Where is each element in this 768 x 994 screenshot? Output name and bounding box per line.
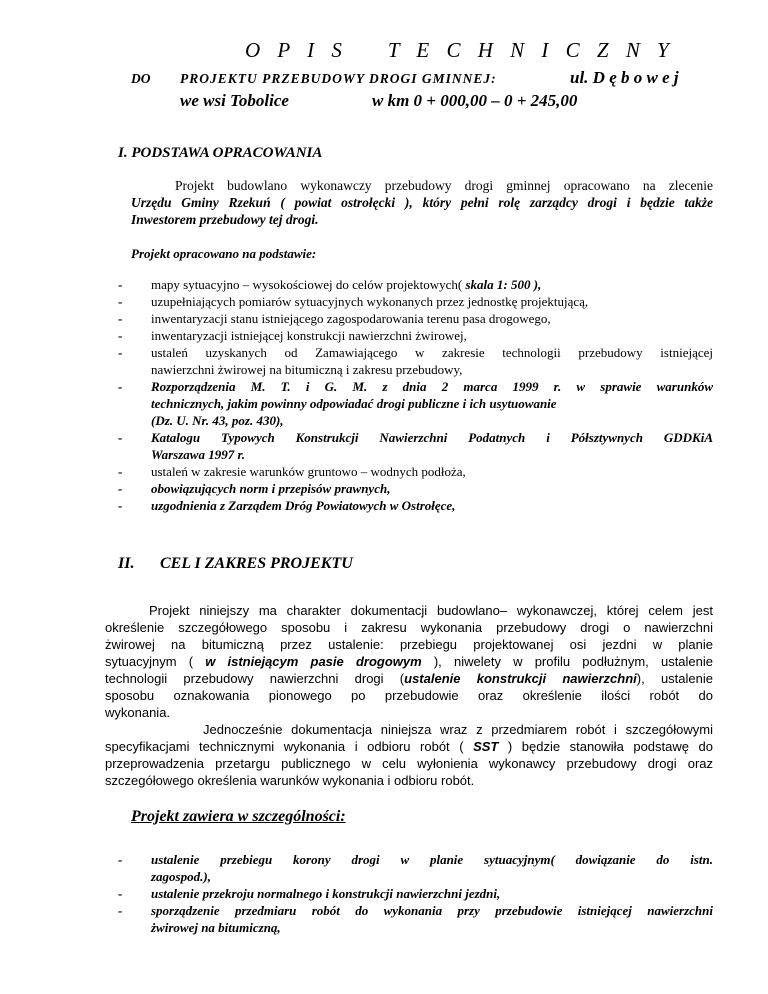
do-label: DO	[131, 71, 151, 86]
list-item: - inwentaryzacji stanu istniejącego zagospodarowania terenu pasa drogowego,	[118, 311, 551, 326]
list-item: - ustaleń w zakresie warunków gruntowo – wodnych podłoża,	[118, 464, 466, 479]
basis-list	[118, 276, 713, 514]
section-2-heading: CEL I ZAKRES PROJEKTU	[160, 555, 353, 572]
section-1-intro: Projekt budowlano wykonawczy przebudowy drogi gminnej opracowano na zlecenie Urzędu Gminy Rzekuń ( powiat ostrołęcki ), który pełni rolę zarządcy drogi i będzie także Inwestorem przebudowy tej drogi.	[131, 178, 713, 227]
section-2-number: II.	[118, 555, 135, 572]
section-3-heading: Projekt zawiera w szczególności:	[131, 808, 346, 825]
list-item: - Rozporządzenia M. T. i G. M. z dnia 2 marca 1999 r. w sprawie warunków technicznych, jakim powinny odpowiadać drogi publiczne i ich usytuowanie (Dz. U. Nr. 43, poz. 430),	[118, 379, 713, 428]
section-2-paragraph-1: Projekt niniejszy ma charakter dokumentacji budowlano– wykonawczej, której celem jest określenie szczegółowego sposobu i zakresu wykonania przebudowy drogi o nawierzchni żwirowej na bitumiczną przez ustalenie: przebiegu projektowanej osi jezdni w planie sytuacyjnym ( w istniejącym pasie drogowym ), niwelety w profilu podłużnym, ustalenie technologii przebudowy nawierzchni drogi (ustalenie konstrukcji nawierzchni), ustalenie sposobu oznakowania pionowego po przebudowie oraz określenie ilości robót do wykonania.	[105, 603, 713, 720]
km-range: w km 0 + 000,00 – 0 + 245,00	[372, 91, 578, 110]
list-item: - obowiązujących norm i przepisów prawnych,	[118, 481, 391, 496]
list-item: - ustaleń uzyskanych od Zamawiającego w zakresie technologii przebudowy istniejącej nawierzchni żwirowej na bitumiczną i zakresu przebudowy,	[118, 345, 713, 377]
list-item: - ustalenie przebiegu korony drogi w planie sytuacyjnym( dowiązanie do istn. zagospod.),	[118, 852, 713, 884]
basis-label: Projekt opracowano na podstawie:	[131, 246, 317, 261]
list-item: - inwentaryzacji istniejącej konstrukcji nawierzchni żwirowej,	[118, 328, 467, 343]
project-line: PROJEKTU PRZEBUDOWY DROGI GMINNEJ:	[180, 71, 497, 86]
section-1-heading: I. PODSTAWA OPRACOWANIA	[118, 145, 323, 161]
document-title: O P I S T E C H N I C Z N Y	[245, 38, 675, 62]
list-item: - uzgodnienia z Zarządem Dróg Powiatowych w Ostrołęce,	[118, 498, 456, 513]
contents-list	[118, 851, 713, 936]
list-item: - Katalogu Typowych Konstrukcji Nawierzchni Podatnych i Półsztywnych GDDKiA Warszawa 1997 r.	[118, 430, 713, 462]
list-item: - ustalenie przekroju normalnego i konstrukcji nawierzchni jezdni,	[118, 886, 501, 901]
street-name: ul. D ę b o w e j	[570, 68, 679, 87]
list-item: - uzupełniających pomiarów sytuacyjnych wykonanych przez jednostkę projektującą,	[118, 294, 589, 309]
list-item: - mapy sytuacyjno – wysokościowej do celów projektowych( skala 1: 500 ),	[118, 277, 542, 292]
village-name: we wsi Tobolice	[180, 91, 289, 110]
list-item: - sporządzenie przedmiaru robót do wykonania przy przebudowie istniejącej nawierzchni żwirowej na bitumiczną,	[118, 903, 713, 935]
section-2-paragraph-2: Jednocześnie dokumentacja niniejsza wraz z przedmiarem robót i szczegółowymi specyfikacjami technicznymi wykonania i odbioru robót ( SST ) będzie stanowiła podstawę do przeprowadzenia przetargu publicznego w celu wyłonienia wykonawcy przebudowy drogi oraz szczegółowego określenia warunków wykonania i odbioru robót.	[105, 722, 713, 788]
